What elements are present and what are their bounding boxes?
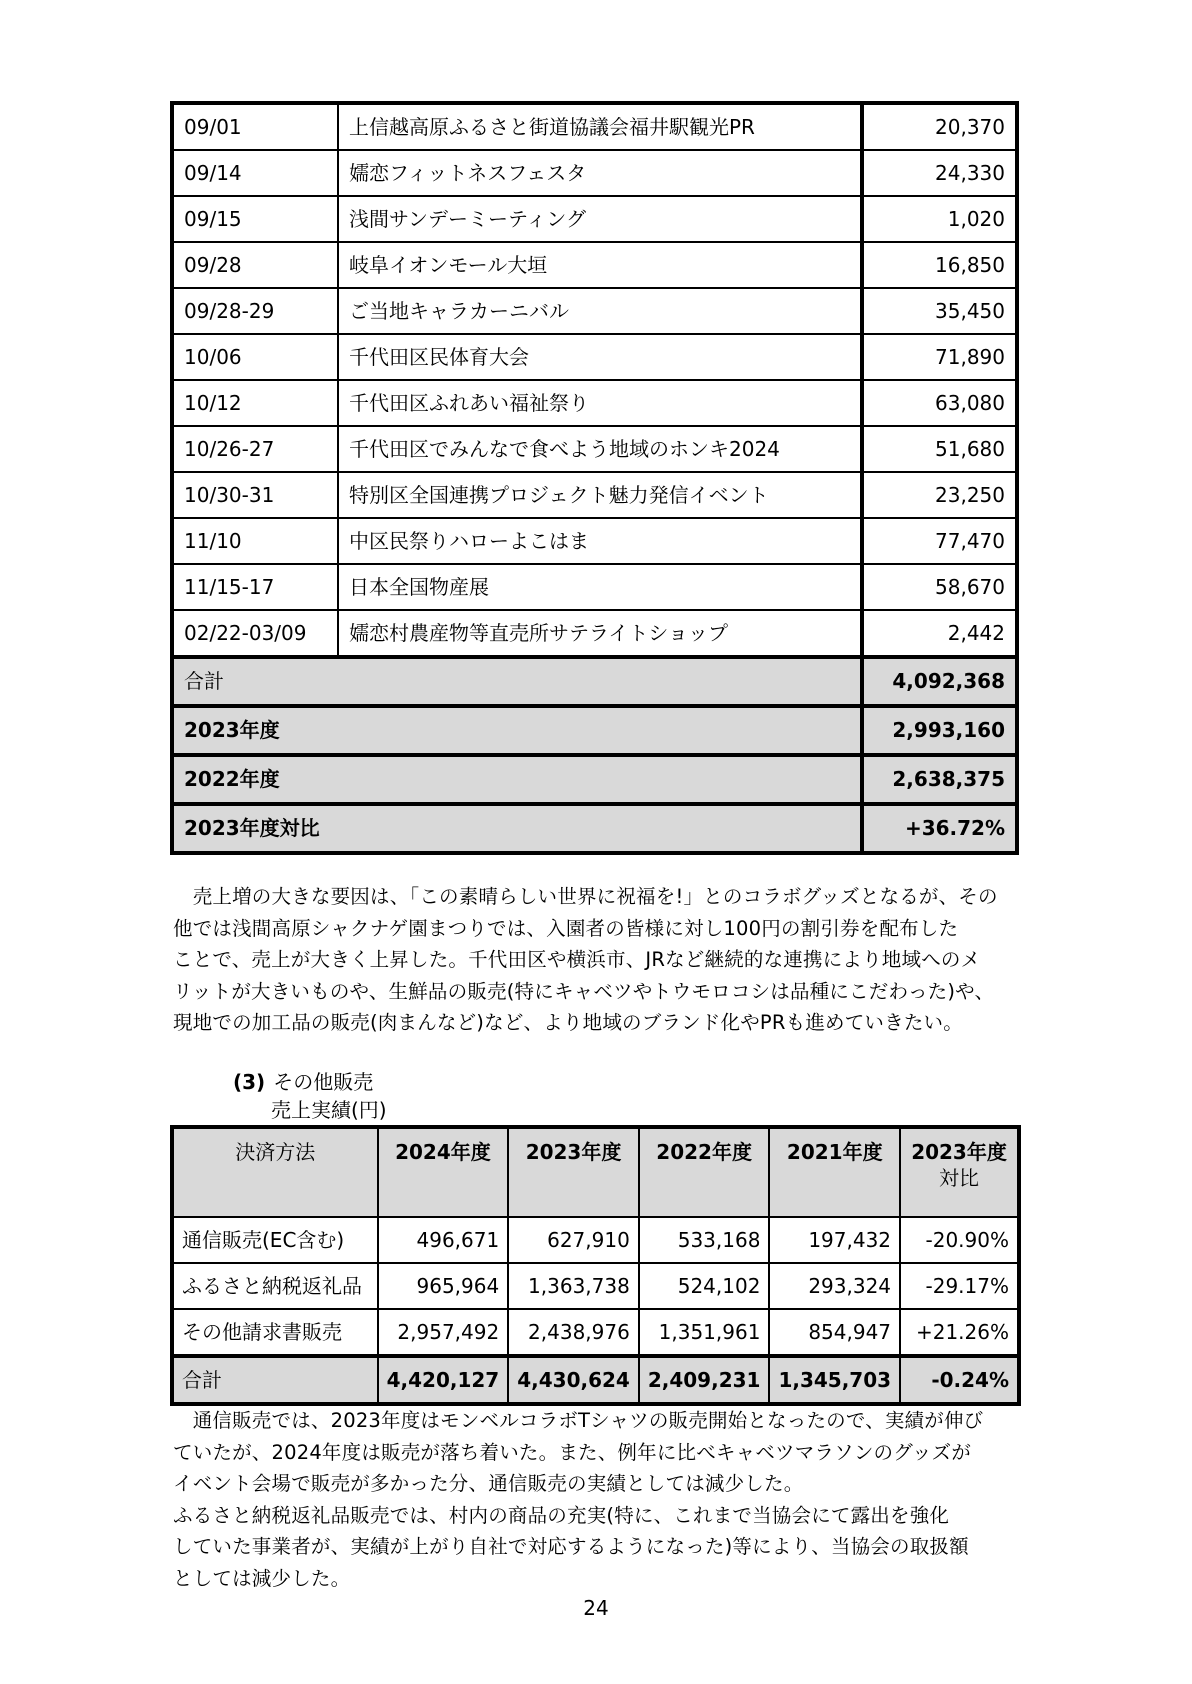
table-row: 通信販売(EC含む) 496,671 627,910 533,168 197,432 -20.90% — [172, 1217, 1019, 1263]
total-row: 合計 4,092,368 — [172, 657, 1017, 706]
table-row: 11/10 中区民祭りハローよこはま 77,470 — [172, 518, 1017, 564]
fy2023-row: 2023年度 2,993,160 — [172, 706, 1017, 755]
table-row: その他請求書販売 2,957,492 2,438,976 1,351,961 854,947 +21.26% — [172, 1309, 1019, 1356]
event-sales-commentary: 売上増の大きな要因は、「この素晴らしい世界に祝福を!」とのコラボグッズとなるが、その 他では浅間高原シャクナゲ園まつりでは、入園者の皆様に対し100円の割引券を配布した ことで、売上が大きく上昇した。千代田区や横浜市、JRなど継続的な連携により地域へのメ リットが大きいものや、生鮮品の販売(特にキャベツやトウモロコシは品種にこだわった)や、 現地での加工品の販売(肉まんなど)など、より地域のブランド化やPRも進めていきたい。 — [173, 885, 998, 1034]
page-number: 24 — [583, 1596, 609, 1620]
section-subtitle: 売上実績(円) — [271, 1098, 387, 1122]
section-heading: (3) その他販売 — [233, 1070, 374, 1094]
total-row: 合計 4,420,127 4,430,624 2,409,231 1,345,703 -0.24% — [172, 1356, 1019, 1404]
table-row: 09/28-29 ご当地キャラカーニバル 35,450 — [172, 288, 1017, 334]
table-row: 09/15 浅間サンデーミーティング 1,020 — [172, 196, 1017, 242]
fy2022-row: 2022年度 2,638,375 — [172, 755, 1017, 804]
table-row: 10/26-27 千代田区でみんなで食べよう地域のホンキ2024 51,680 — [172, 426, 1017, 472]
other-sales-commentary: 通信販売では、2023年度はモンベルコラボTシャツの販売開始となったので、実績が伸び ていたが、2024年度は販売が落ち着いた。また、例年に比べキャベツマラソンのグッズが イベント会場で販売が多かった分、通信販売の実績としては減少した。 ふるさと納税返礼品販売では、村内の商品の充実(特に、これまで当協会にて露出を強化 していた事業者が、実績が上がり自社で対応するようになった)等により、当協会の取扱額 としては減少した。 — [173, 1409, 984, 1590]
table-row: 09/28 岐阜イオンモール大垣 16,850 — [172, 242, 1017, 288]
table-row: 10/06 千代田区民体育大会 71,890 — [172, 334, 1017, 380]
table-row: ふるさと納税返礼品 965,964 1,363,738 524,102 293,324 -29.17% — [172, 1263, 1019, 1309]
table-row: 10/30-31 特別区全国連携プロジェクト魅力発信イベント 23,250 — [172, 472, 1017, 518]
table-row: 09/14 嬬恋フィットネスフェスタ 24,330 — [172, 150, 1017, 196]
event-sales-table — [170, 101, 1019, 855]
other-sales-table — [170, 1125, 1021, 1406]
table-row: 09/01 上信越高原ふるさと街道協議会福井駅観光PR 20,370 — [172, 103, 1017, 150]
comparison-row: 2023年度対比 +36.72% — [172, 804, 1017, 853]
table-header-row: 決済方法 2024年度 2023年度 2022年度 2021年度 2023年度 対比 — [172, 1127, 1019, 1217]
table-row: 11/15-17 日本全国物産展 58,670 — [172, 564, 1017, 610]
table-row: 10/12 千代田区ふれあい福祉祭り 63,080 — [172, 380, 1017, 426]
table-row: 02/22-03/09 嬬恋村農産物等直売所サテライトショップ 2,442 — [172, 610, 1017, 657]
